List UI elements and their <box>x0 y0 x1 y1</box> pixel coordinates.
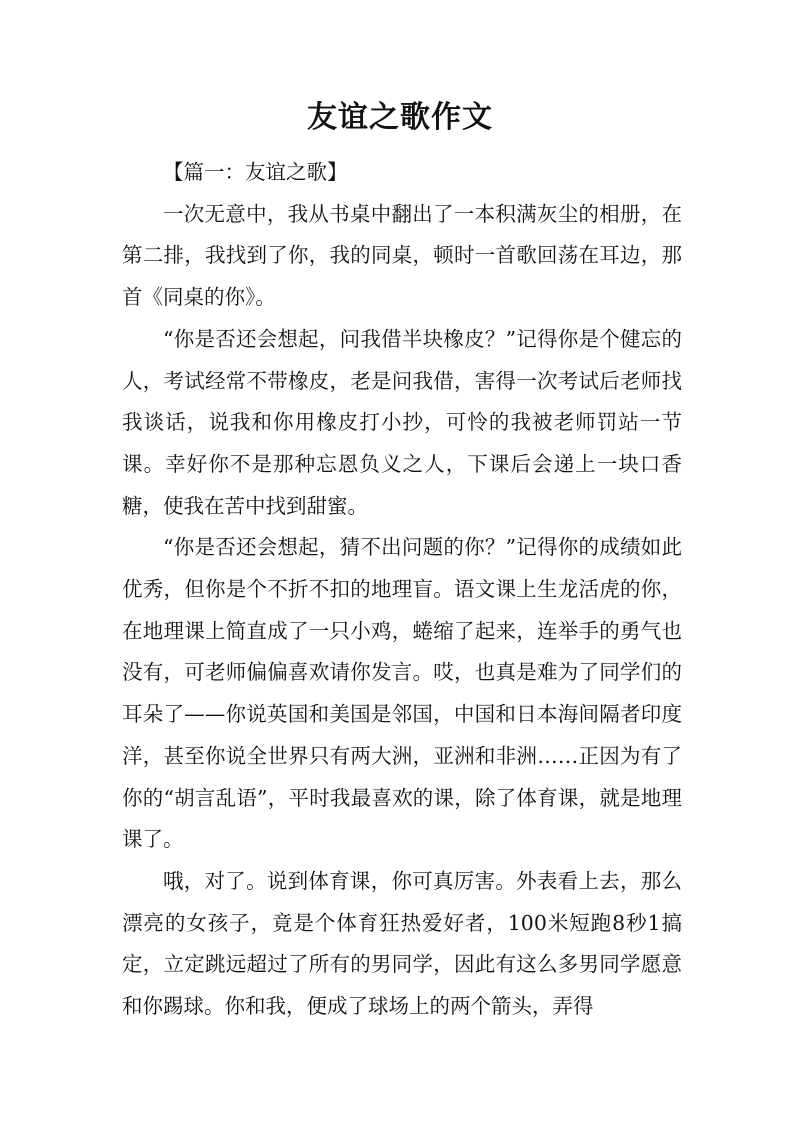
paragraph-1: 一次无意中，我从书桌中翻出了一本积满灰尘的相册，在第二排，我找到了你，我的同桌，顿时一首歌回荡在耳边，那首《同桌的你》。 <box>122 201 682 310</box>
section-heading: 【篇一：友谊之歌】 <box>163 160 348 184</box>
paragraph-3: “你是否还会想起，猜不出问题的你？”记得你的成绩如此优秀，但你是个不折不扣的地理盲。语文课上生龙活虎的你，在地理课上简直成了一只小鸡，蜷缩了起来，连举手的勇气也没有，可老师偏偏喜欢请你发言。哎，也真是难为了同学们的耳朵了——你说英国和美国是邻国，中国和日本海间隔者印度洋，甚至你说全世界只有两大洲，亚洲和非洲……正因为有了你的“胡言乱语”，平时我最喜欢的课，除了体育课，就是地理课了。 <box>122 535 682 852</box>
paragraph-2: “你是否还会想起，问我借半块橡皮？”记得你是个健忘的人，考试经常不带橡皮，老是问我借，害得一次考试后老师找我谈话，说我和你用橡皮打小抄，可怜的我被老师罚站一节课。幸好你不是那种忘恩负义之人，下课后会递上一块口香糖，使我在苦中找到甜蜜。 <box>122 326 682 518</box>
document-title: 友谊之歌作文 <box>307 100 493 135</box>
document-body <box>122 152 682 1028</box>
paragraph-4: 哦，对了。说到体育课，你可真厉害。外表看上去，那么漂亮的女孩子，竟是个体育狂热爱好者，100米短跑8秒1搞定，立定跳远超过了所有的男同学，因此有这么多男同学愿意和你踢球。你和我，便成了球场上的两个箭头，弄得 <box>122 868 682 1019</box>
